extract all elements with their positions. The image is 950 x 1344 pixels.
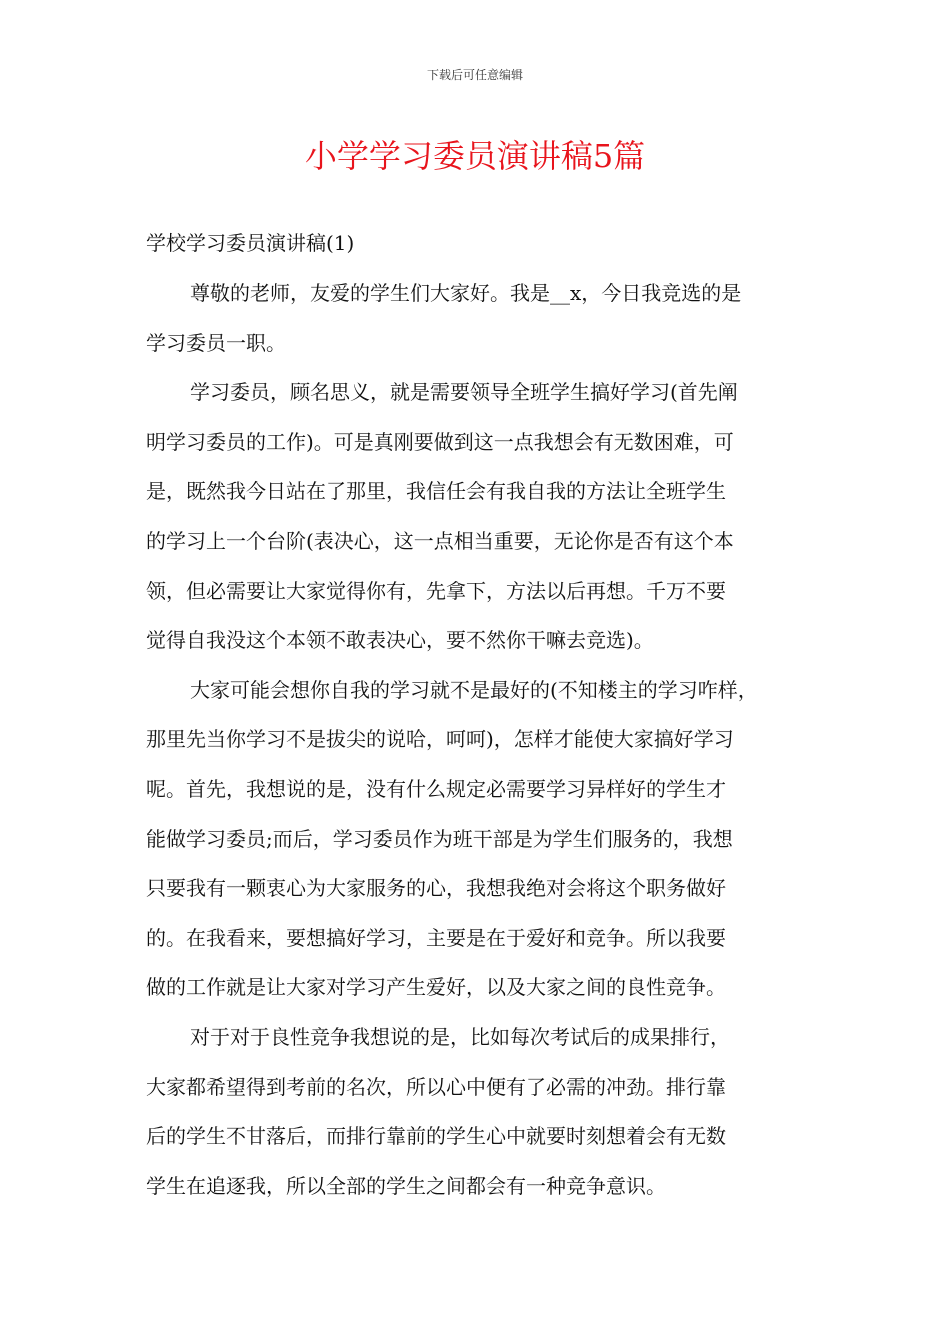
text-line: 尊敬的老师，友爱的学生们大家好。我是__x，今日我竞选的是	[190, 281, 742, 305]
text-line: 是，既然我今日站在了那里，我信任会有我自我的方法让全班学生	[146, 479, 726, 504]
text-line: 那里先当你学习不是拔尖的说哈，呵呵)，怎样才能使大家搞好学习	[146, 727, 734, 752]
text-line: 大家都希望得到考前的名次，所以心中便有了必需的冲劲。排行靠	[146, 1074, 726, 1099]
text-line: 能做学习委员;而后，学习委员作为班干部是为学生们服务的，我想	[146, 826, 733, 851]
text-line: 的。在我看来，要想搞好学习，主要是在于爱好和竞争。所以我要	[146, 925, 726, 950]
section-heading: 学校学习委员演讲稿(1)	[146, 231, 355, 255]
text-line: 后的学生不甘落后，而排行靠前的学生心中就要时刻想着会有无数	[146, 1124, 726, 1149]
text-line: 明学习委员的工作)。可是真刚要做到这一点我想会有无数困难，可	[146, 429, 734, 454]
text-line: 领，但必需要让大家觉得你有，先拿下，方法以后再想。千万不要	[146, 578, 726, 603]
text-line: 对于对于良性竞争我想说的是，比如每次考试后的成果排行，	[190, 1024, 730, 1049]
document-body	[146, 269, 806, 1211]
text-line: 做的工作就是让大家对学习产生爱好，以及大家之间的良性竞争。	[146, 975, 726, 1000]
text-line: 学习委员一职。	[146, 330, 286, 355]
text-line: 学习委员，顾名思义，就是需要领导全班学生搞好学习(首先阐	[190, 380, 738, 405]
text-line: 呢。首先，我想说的是，没有什么规定必需要学习异样好的学生才	[146, 776, 726, 801]
text-line: 觉得自我没这个本领不敢表决心，要不然你干嘛去竞选)。	[146, 628, 654, 653]
text-line: 只要我有一颗衷心为大家服务的心，我想我绝对会将这个职务做好	[146, 876, 726, 901]
text-line: 学生在追逐我，所以全部的学生之间都会有一种竞争意识。	[146, 1173, 666, 1198]
header-note: 下载后可任意编辑	[426, 68, 523, 82]
text-line: 大家可能会想你自我的学习就不是最好的(不知楼主的学习咋样，	[190, 677, 758, 702]
text-line: 的学习上一个台阶(表决心，这一点相当重要，无论你是否有这个本	[146, 528, 734, 553]
document-title: 小学学习委员演讲稿5篇	[304, 137, 646, 175]
